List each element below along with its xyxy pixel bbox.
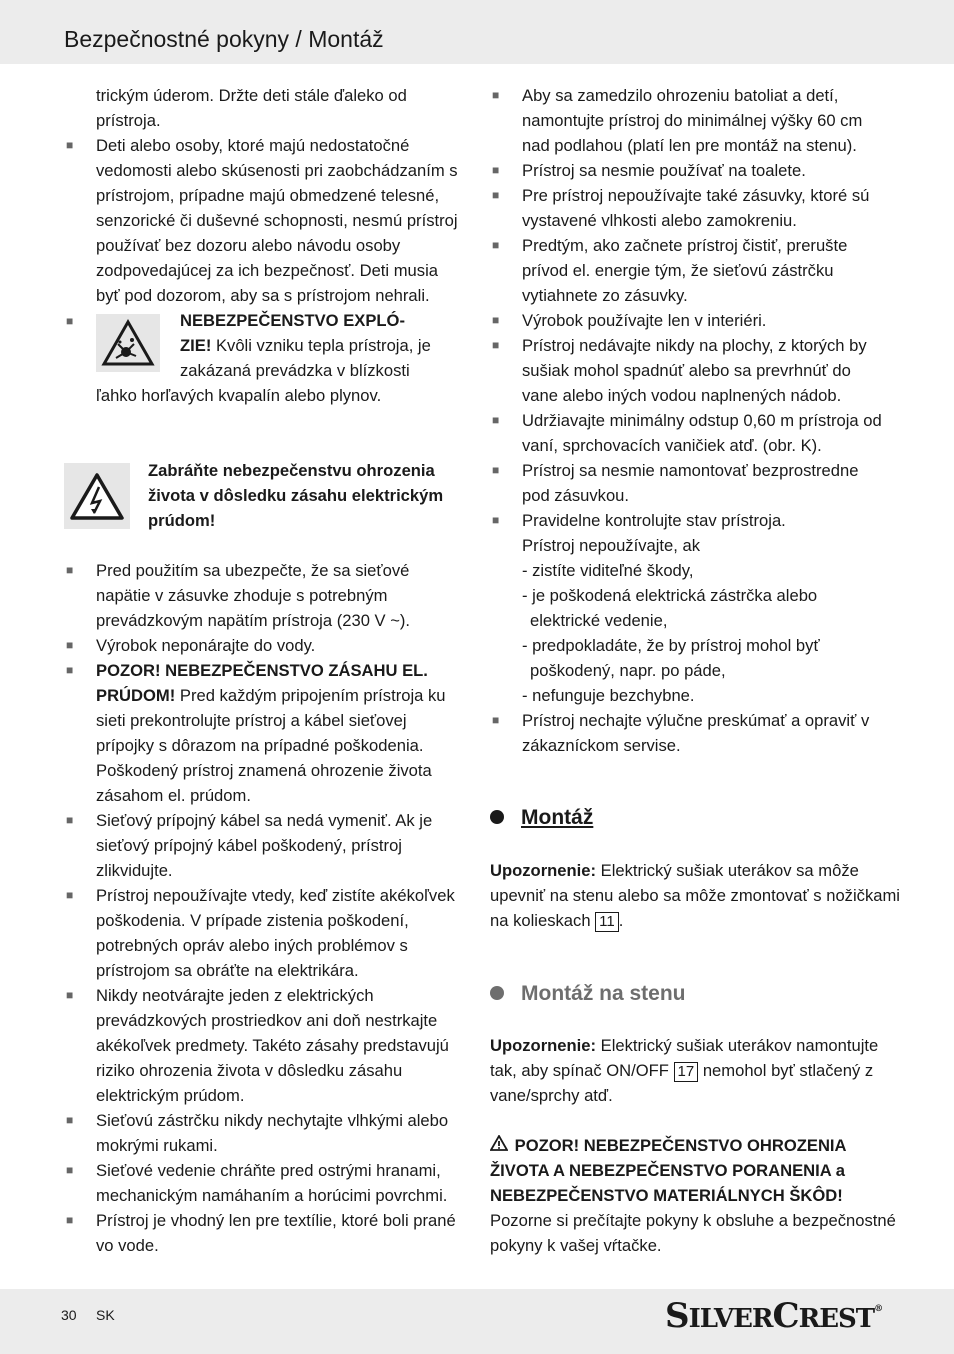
- list-item: [64, 808, 464, 883]
- explosion-text-3: ľahko horľavých kvapalín alebo plynov.: [96, 386, 382, 405]
- list-item: [64, 658, 464, 808]
- item-text: Sieťový prípojný kábel sa nedá vymeniť. Ak je sieťový prípojný kábel poškodený, prístroj zlikvidujte.: [96, 811, 433, 880]
- bullet-icon: ■: [492, 513, 500, 527]
- page-number: 30: [61, 1307, 77, 1323]
- explosion-text-2: zakázaná prevádzka v blízkosti: [180, 361, 410, 380]
- dash-list: [490, 558, 890, 708]
- page-title: Bezpečnostné pokyny / Montáž: [64, 26, 384, 52]
- item-text: Pred každým pripojením prístroja ku sieti prekontrolujte prístroj a kábel sieťovej prípojky s dôrazom na prípadné poškodenia. Poškodený prístroj znamená ohrozenie života zásahom el. prúdom.: [96, 686, 446, 805]
- item-text: Aby sa zamedzilo ohrozeniu batoliat a detí, namontujte prístroj do minimálnej výšky 60 cm nad podlahou (platí len pre montáž na stenu).: [522, 86, 863, 155]
- list-item: [64, 983, 464, 1108]
- item-text: Sieťové vedenie chráňte pred ostrými hranami, mechanickým namáhaním a horúcimi povrchmi.: [96, 1161, 448, 1205]
- montaz-note: Upozornenie: Elektrický sušiak uterákov sa môže upevniť na stenu alebo sa môže zmontovať s nožičkami na kolieskach 11 .: [490, 861, 900, 930]
- list-item: [490, 83, 890, 158]
- list-item: [64, 133, 464, 308]
- note-label: Upozornenie:: [490, 861, 597, 880]
- bullet-icon: ■: [492, 463, 500, 477]
- silvercrest-logo: [665, 1296, 882, 1336]
- right-column: [490, 83, 890, 758]
- list-item: [64, 883, 464, 983]
- list-item: [490, 408, 890, 458]
- danger-text: Pozorne si prečítajte pokyny k obsluhe a bezpečnostné pokyny k vašej vŕtačke.: [490, 1211, 896, 1255]
- item-text: Pravidelne kontrolujte stav prístroja.: [522, 511, 786, 530]
- bullet-icon: ■: [492, 188, 500, 202]
- wall-note: [490, 1033, 900, 1108]
- item-text: Prístroj nedávajte nikdy na plochy, z ktorých by sušiak mohol spadnúť alebo sa prevrhnúť do vane alebo iných vodou naplnených nádob.: [522, 336, 867, 405]
- item-text: Výrobok používajte len v interiéri.: [522, 311, 767, 330]
- item-text: Pred použitím sa ubezpečte, že sa sieťové napätie v zásuvke zhoduje s potrebným prevádzkovým napätím prístroja (230 V ~).: [96, 561, 411, 630]
- bullet-icon: ■: [492, 413, 500, 427]
- logo-part: ILVER: [688, 1304, 773, 1334]
- bullet-icon: ■: [66, 638, 74, 652]
- list-item: [490, 458, 890, 508]
- item-text: Predtým, ako začnete prístroj čistiť, prerušte prívod el. energie tým, že sieťovú zástrčku vytiahnete zo zásuvky.: [522, 236, 848, 305]
- explosion-text-1: Kvôli vzniku tepla prístroja, je: [211, 336, 431, 355]
- list-item: [64, 1108, 464, 1158]
- electric-shock-warning-icon: [64, 463, 130, 529]
- bullet-icon: ■: [492, 238, 500, 252]
- list-item: [490, 308, 890, 333]
- bullet-dot-icon: [490, 810, 504, 824]
- explosion-warning-bold2: ZIE!: [180, 336, 212, 355]
- section-heading-montaz: [490, 806, 593, 830]
- item-text: Pre prístroj nepoužívajte také zásuvky, ktoré sú vystavené vlhkosti alebo zamokreniu.: [522, 186, 870, 230]
- section-title: Montáž: [521, 806, 594, 829]
- explosion-warning: [180, 308, 470, 383]
- dash-item: - predpokladáte, že by prístroj mohol byť poškodený, napr. po páde,: [522, 636, 820, 680]
- danger-warning: [490, 1133, 900, 1258]
- dash-item: - je poškodená elektrická zástrčka alebo elektrické vedenie,: [522, 586, 818, 630]
- note-text: nemohol byť stlačený z vane/sprchy atď.: [490, 1061, 874, 1105]
- item-bold: POZOR! NEBEZPEČENSTVO ZÁSAHU EL. PRÚDOM!: [96, 661, 428, 705]
- bullet-dot-icon: [490, 986, 504, 1000]
- left-column-lower: [64, 558, 464, 1258]
- bullet-icon: ■: [66, 1213, 74, 1227]
- item-text: Prístroj nepoužívajte vtedy, keď zistíte akékoľvek poškodenia. V prípade zistenia poškodení, potrebných opráv alebo iných problémov s prístrojom sa obráťte na elektrikára.: [96, 886, 455, 980]
- bullet-icon: ■: [66, 888, 74, 902]
- note-label: Upozornenie:: [490, 1036, 597, 1055]
- item-text: Prístroj nechajte výlučne preskúmať a opraviť v zákazníckom servise.: [522, 711, 870, 755]
- logo-letter: S: [665, 1296, 689, 1336]
- bullet-icon: ■: [492, 338, 500, 352]
- warning-triangle-icon: [490, 1133, 510, 1158]
- list-item: [64, 558, 464, 633]
- list-item: [64, 633, 464, 658]
- dash-item: - nefunguje bezchybne.: [522, 686, 695, 705]
- danger-bold: POZOR! NEBEZPEČENSTVO OHROZENIA ŽIVOTA A NEBEZPEČENSTVO PORANENIA a NEBEZPEČENSTVO MATERIÁLNYCH ŠKÔD!: [490, 1136, 846, 1205]
- item-text: Udržiavajte minimálny odstup 0,60 m prístroja od vaní, sprchovacích vaničiek atď. (obr. K).: [522, 411, 882, 455]
- bullet-icon: ■: [66, 1113, 74, 1127]
- item-text: Deti alebo osoby, ktoré majú nedostatočné vedomosti alebo skúsenosti pri zaobchádzaním s prístrojom, prípadne majú obmedzené telesné, senzorické či duševné schopnosti, nesmú prístroj používať bez dozoru alebo návodu osoby zodpovedajúcej za ich bezpečnosť. Deti musia byť pod dozorom, aby sa s prístrojom nehrali.: [96, 136, 458, 305]
- section-heading-wall: [490, 982, 686, 1006]
- explosion-warning-bold: NEBEZPEČENSTVO EXPLÓ-: [180, 311, 405, 330]
- list-item: [490, 708, 890, 758]
- list-item: [64, 1208, 464, 1258]
- item-text: Výrobok neponárajte do vody.: [96, 636, 316, 655]
- note-text: Elektrický sušiak uterákov namontujte tak, aby spínač ON/OFF: [490, 1036, 879, 1080]
- bullet-icon: ■: [66, 563, 74, 577]
- electric-warning-heading: Zabráňte nebezpečenstvu ohrozenia života v dôsledku zásahu elektrickým prúdom!: [148, 461, 444, 530]
- bullet-icon: ■: [492, 88, 500, 102]
- item-text: Nikdy neotvárajte jeden z elektrických prevádzkových prostriedkov ani doň nestrkajte akékoľvek predmety. Takéto zásahy predstavujú riziko ohrozenia života v dôsledku zásahu elektrickým prúdom.: [96, 986, 449, 1105]
- list-item: [490, 333, 890, 408]
- bullet-icon: ■: [492, 313, 500, 327]
- list-item: [490, 158, 890, 183]
- item-text: Prístroj je vhodný len pre textílie, ktoré boli prané vo vode.: [96, 1211, 456, 1255]
- bullet-icon: ■: [492, 713, 500, 727]
- language-code: SK: [96, 1307, 115, 1323]
- list-item: [64, 1158, 464, 1208]
- registered-mark: ®: [874, 1304, 883, 1314]
- logo-part: REST: [798, 1304, 875, 1334]
- bullet-icon: ■: [66, 663, 74, 677]
- item-text: Sieťovú zástrčku nikdy nechytajte vlhkými alebo mokrými rukami.: [96, 1111, 449, 1155]
- bullet-icon: ■: [66, 813, 74, 827]
- list-item: [490, 508, 890, 533]
- dash-item: - zistíte viditeľné škody,: [522, 561, 694, 580]
- figure-ref: 11: [595, 912, 619, 932]
- bullet-icon: ■: [66, 314, 74, 328]
- logo-letter: C: [772, 1296, 799, 1336]
- bullet-icon: ■: [66, 1163, 74, 1177]
- item-subtext: Prístroj nepoužívajte, ak: [522, 536, 701, 555]
- section-title: Montáž na stenu: [521, 982, 686, 1005]
- explosion-hazard-icon: [96, 314, 160, 372]
- item-text: Prístroj sa nesmie používať na toalete.: [522, 161, 806, 180]
- left-column: [64, 83, 464, 308]
- continued-text: trickým úderom. Držte deti stále ďaleko od prístroja.: [96, 86, 407, 130]
- note-text: Elektrický sušiak uterákov sa môže upevniť na stenu alebo sa môže zmontovať s nožičkami na kolieskach: [490, 861, 900, 930]
- bullet-icon: ■: [492, 163, 500, 177]
- list-item: [490, 183, 890, 233]
- item-text: Prístroj sa nesmie namontovať bezprostredne pod zásuvkou.: [522, 461, 859, 505]
- list-item: [490, 233, 890, 308]
- figure-ref: 17: [674, 1062, 699, 1082]
- bullet-icon: ■: [66, 988, 74, 1002]
- bullet-icon: ■: [66, 138, 74, 152]
